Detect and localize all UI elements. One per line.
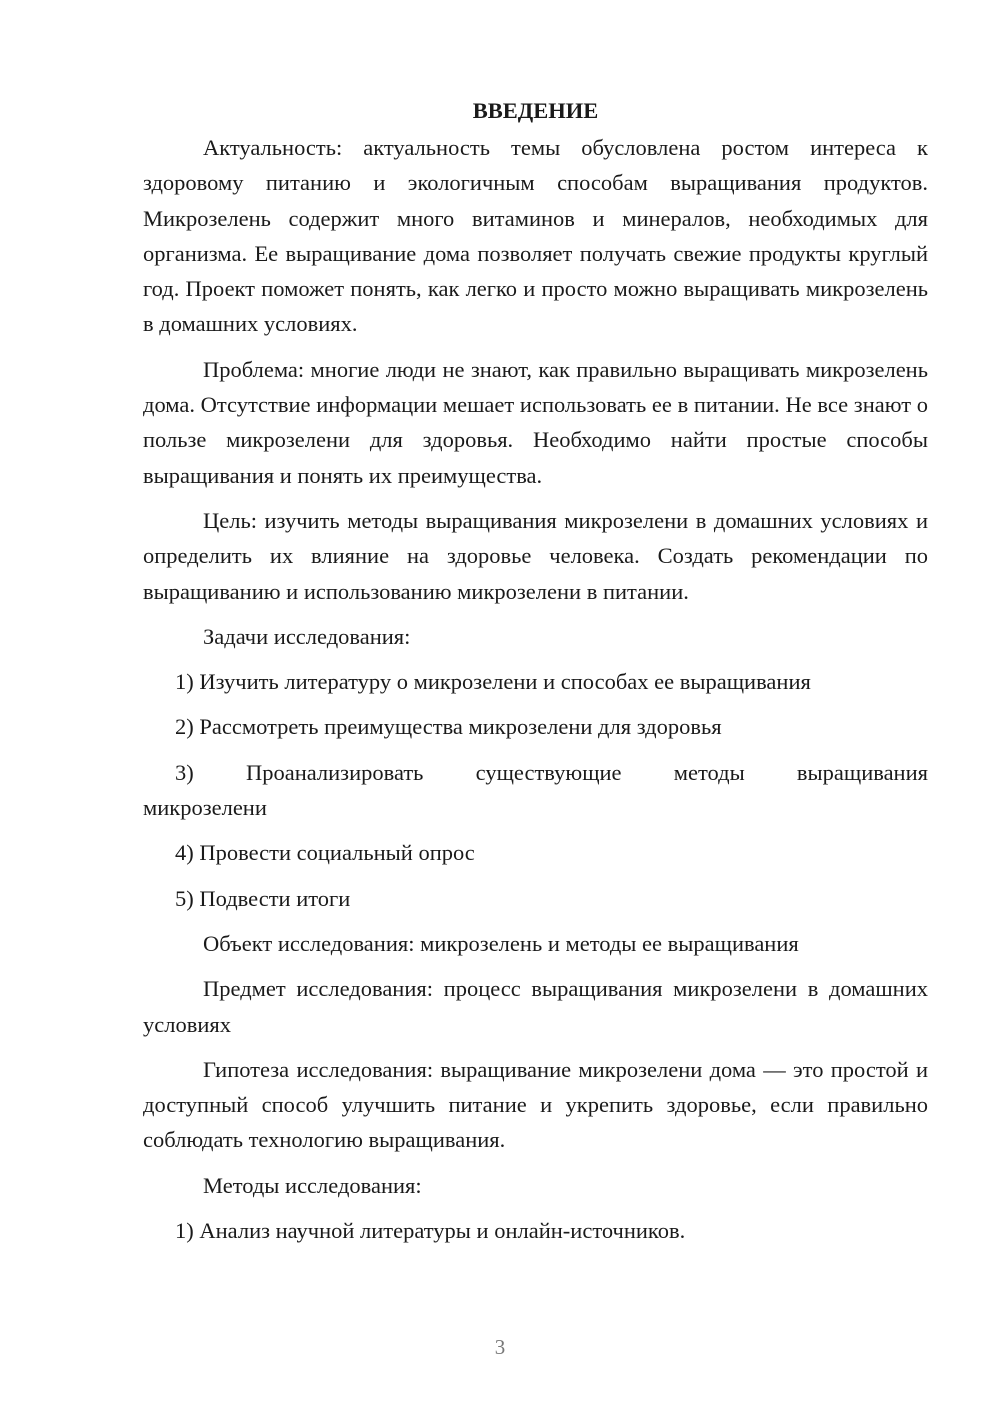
list-item-task-3: 3) Проанализировать существующие методы выращивания микрозелени (143, 759, 928, 821)
page-number: 3 (494, 1335, 506, 1359)
list-item-task-1: 1) Изучить литературу о микрозелени и способах ее выращивания (175, 669, 811, 695)
list-item-task-2: 2) Рассмотреть преимущества микрозелени для здоровья (175, 714, 722, 740)
page-title: ВВЕДЕНИЕ (472, 98, 599, 123)
paragraph-goal: Цель: изучить методы выращивания микрозелени в домашних условиях и определить их влияние на здоровье человека. Создать рекомендации по выращиванию и использованию микрозелени в питании. (143, 507, 928, 604)
list-item-task-5: 5) Подвести итоги (175, 885, 351, 911)
paragraph-relevance: Актуальность: актуальность темы обусловлена ростом интереса к здоровому питанию и экологичным способам выращивания продуктов. Микрозелень содержит много витаминов и минералов, необходимых для организма. Ее выращивание дома позволяет получать свежие продукты круглый год. Проект поможет понять, как легко и просто можно выращивать микрозелень в домашних условиях. (143, 135, 928, 337)
paragraph-problem: Проблема: многие люди не знают, как правильно выращивать микрозелень дома. Отсутствие информации мешает использовать ее в питании. Не все знают о пользе микрозелени для здоровья. Необходимо найти простые способы выращивания и понять их преимущества. (143, 356, 928, 488)
methods-heading: Методы исследования: (203, 1172, 422, 1198)
paragraph-object: Объект исследования: микрозелень и методы ее выращивания (203, 930, 799, 956)
document-body (143, 96, 928, 1258)
paragraph-hypothesis: Гипотеза исследования: выращивание микрозелени дома — это простой и доступный способ улучшить питание и укрепить здоровье, если правильно соблюдать технологию выращивания. (143, 1056, 928, 1153)
tasks-heading: Задачи исследования: (203, 623, 411, 649)
list-item-task-4: 4) Провести социальный опрос (175, 840, 475, 866)
paragraph-subject: Предмет исследования: процесс выращивания микрозелени в домашних условиях (143, 976, 928, 1037)
list-item-method-1: 1) Анализ научной литературы и онлайн-источников. (175, 1218, 686, 1244)
